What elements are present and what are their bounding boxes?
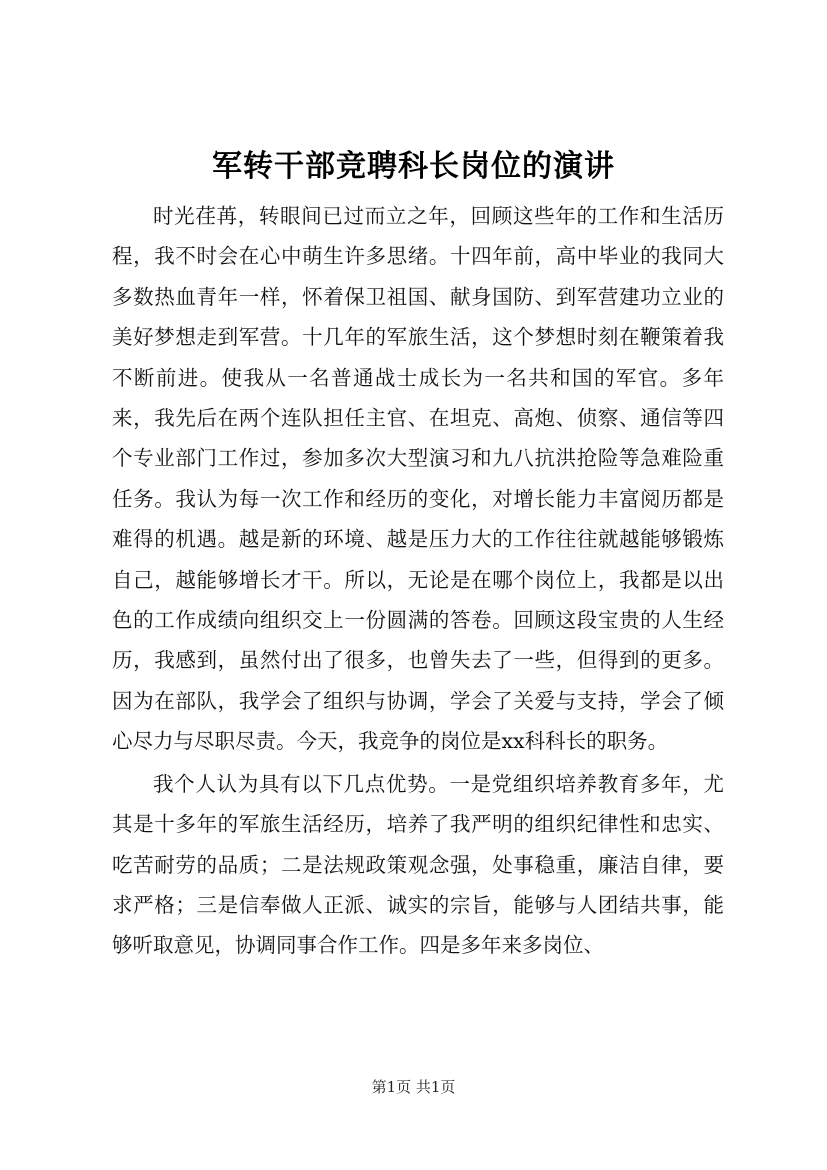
page-footer: 第1页 共1页	[371, 1078, 456, 1096]
document-body	[112, 196, 724, 966]
paragraph-2: 我个人认为具有以下几点优势。一是党组织培养教育多年，尤其是十多年的军旅生活经历，培养了我严明的组织纪律性和忠实、吃苦耐劳的品质；二是法规政策观念强，处事稳重，廉洁自律，要求严格；三是信奉做人正派、诚实的宗旨，能够与人团结共事，能够听取意见，协调同事合作工作。四是多年来多岗位、	[112, 771, 724, 958]
paragraph-1: 时光荏苒，转眼间已过而立之年，回顾这些年的工作和生活历程，我不时会在心中萌生许多思绪。十四年前，高中毕业的我同大多数热血青年一样，怀着保卫祖国、献身国防、到军营建功立业的美好梦想走到军营。十几年的军旅生活，这个梦想时刻在鞭策着我不断前进。使我从一名普通战士成长为一名共和国的军官。多年来，我先后在两个连队担任主官、在坦克、高炮、侦察、通信等四个专业部门工作过，参加多次大型演习和九八抗洪抢险等急难险重任务。我认为每一次工作和经历的变化，对增长能力丰富阅历都是难得的机遇。越是新的环境、越是压力大的工作往往就越能够锻炼自己，越能够增长才干。所以，无论是在哪个岗位上，我都是以出色的工作成绩向组织交上一份圆满的答卷。回顾这段宝贵的人生经历，我感到，虽然付出了很多，也曾失去了一些，但得到的更多。因为在部队，我学会了组织与协调，学会了关爱与支持，学会了倾心尽力与尽职尽责。今天，我竞争的岗位是xx科科长的职务。	[112, 204, 724, 754]
document-title: 军转干部竞聘科长岗位的演讲	[212, 149, 615, 184]
